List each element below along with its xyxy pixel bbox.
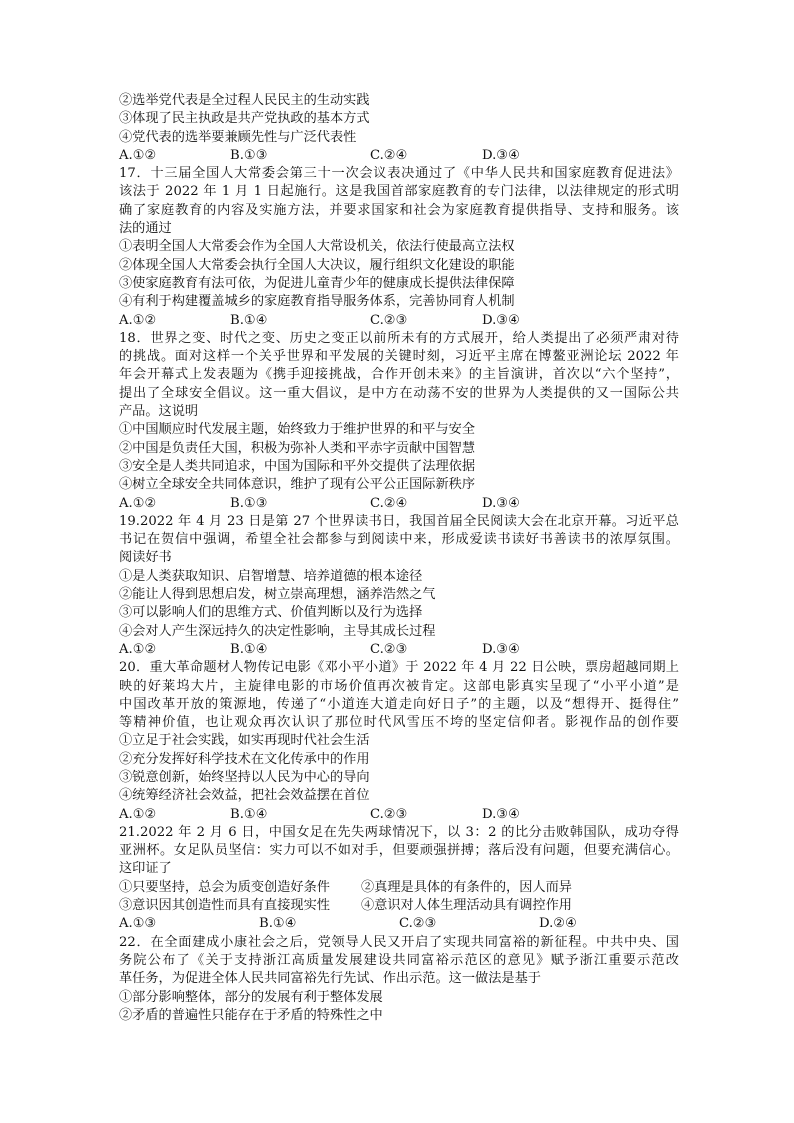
statement: ①表明全国人大常委会作为全国人大常设机关，依法行使最高立法权 bbox=[119, 239, 515, 255]
statement-pair bbox=[119, 879, 679, 897]
question-stem-line: 19.2022 年 4 月 23 日是第 27 个世界读书日，我国首届全民阅读大会在北京开幕。习近平总 bbox=[119, 513, 679, 529]
question-stem-line: 书记在贺信中强调，希望全社会都参与到阅读中来，形成爱读书读好书善读书的浓厚氛围。 bbox=[119, 532, 679, 548]
answer-options bbox=[119, 495, 679, 513]
question-stem-line: 法的通过 bbox=[119, 221, 172, 237]
question-stem-line: 18．世界之变、时代之变、历史之变正以前所未有的方式展开，给人类提出了必须严肃对待 bbox=[119, 330, 679, 346]
statement: ①部分影响整体，部分的发展有利于整体发展 bbox=[119, 989, 383, 1005]
question-16-tail bbox=[119, 92, 679, 165]
question-stem-line: 22．在全面建成小康社会之后，党领导人民又开启了实现共同富裕的新征程。中共中央、国 bbox=[119, 934, 679, 950]
statement: ②选举党代表是全过程人民民主的生动实践 bbox=[119, 93, 370, 108]
question-21 bbox=[119, 824, 679, 934]
option-a: A.①② bbox=[119, 806, 157, 822]
question-stem-line: 17．十三届全国人大常委会第三十一次会议表决通过了《中华人民共和国家庭教育促进法》 bbox=[119, 166, 679, 182]
option-a: A.①② bbox=[119, 312, 157, 328]
statement: ①立足于社会实践，如实再现时代社会生活 bbox=[119, 733, 370, 749]
question-stem-line: 提出了全球安全倡议。这一重大倡议，是中方在动荡不安的世界为人类提供的又一国际公共 bbox=[119, 385, 679, 401]
statement-pair bbox=[119, 897, 679, 915]
option-a: A.①② bbox=[119, 147, 157, 163]
statement: ④有利于构建覆盖城乡的家庭教育指导服务体系，完善协同育人机制 bbox=[119, 294, 515, 310]
option-a: A.①② bbox=[119, 641, 157, 657]
statement: ④党代表的选举要兼顾先性与广泛代表性 bbox=[119, 129, 357, 145]
option-b: B.①③ bbox=[230, 495, 268, 511]
answer-options bbox=[119, 147, 679, 165]
statement: ③锐意创新，始终坚持以人民为中心的导向 bbox=[119, 769, 370, 785]
question-17 bbox=[119, 165, 679, 330]
option-c: C.②④ bbox=[370, 495, 408, 511]
option-c: C.②③ bbox=[370, 312, 408, 328]
option-d: D.③④ bbox=[482, 641, 520, 657]
question-stem-line: 中国改革开放的策源地，传递了“小道连大道走向好日子”的主题，以及“想得开、挺得住” bbox=[119, 696, 679, 712]
question-stem-line: 21.2022 年 2 月 6 日，中国女足在先失两球情况下，以 3：2 的比分击败韩国队，成功夺得 bbox=[119, 824, 679, 840]
option-b: B.①④ bbox=[259, 916, 297, 932]
question-19 bbox=[119, 513, 679, 659]
question-18 bbox=[119, 330, 679, 513]
statement: ②矛盾的普遍性只能存在于矛盾的特殊性之中 bbox=[119, 1007, 383, 1023]
answer-options bbox=[119, 312, 679, 330]
statement: ②能让人得到思想启发，树立崇高理想，涵养浩然之气 bbox=[119, 587, 436, 603]
question-stem-line: 20．重大革命题材人物传记电影《邓小平小道》于 2022 年 4 月 22 日公映，票房超越同期上 bbox=[119, 660, 679, 676]
option-b: B.①④ bbox=[230, 641, 268, 657]
answer-options bbox=[119, 806, 679, 824]
statement: ②真理是具体的有条件的，因人而异 bbox=[361, 879, 572, 895]
question-stem-line: 这印证了 bbox=[119, 861, 172, 877]
question-20 bbox=[119, 659, 679, 824]
option-d: D.③④ bbox=[482, 806, 520, 822]
answer-options bbox=[119, 641, 679, 659]
statement: ③体现了民主执政是共产党执政的基本方式 bbox=[119, 111, 370, 127]
option-d: D.③④ bbox=[482, 495, 520, 511]
statement: ③使家庭教育有法可依，为促进儿童青少年的健康成长提供法律保障 bbox=[119, 275, 515, 291]
statement: ③安全是人类共同追求，中国为国际和平外交提供了法理依据 bbox=[119, 458, 476, 474]
question-stem-line: 映的好莱坞大片，主旋律电影的市场价值再次被肯定。这部电影真实呈现了“小平小道”是 bbox=[119, 678, 679, 694]
question-stem-line: 产品。这说明 bbox=[119, 404, 199, 420]
statement: ④统筹经济社会效益，把社会效益摆在首位 bbox=[119, 788, 370, 804]
option-d: D.③④ bbox=[482, 312, 520, 328]
question-stem-line: 务院公布了《关于支持浙江高质量发展建设共同富裕示范区的意见》赋予浙江重要示范改 bbox=[119, 952, 679, 968]
statement: ①只要坚持，总会为质变创造好条件 bbox=[119, 879, 330, 895]
question-stem-line: 确了家庭教育的内容及实施方法，并要求国家和社会为家庭教育提供指导、支持和服务。该 bbox=[119, 202, 679, 218]
option-a: A.①③ bbox=[119, 916, 157, 932]
option-c: C.②④ bbox=[370, 147, 408, 163]
answer-options bbox=[119, 915, 679, 933]
statement: ④会对人产生深远持久的决定性影响，主导其成长过程 bbox=[119, 623, 436, 639]
question-stem-line: 革任务，为促进全体人民共同富裕先行先试、作出示范。这一做法是基于 bbox=[119, 971, 541, 987]
option-c: C.②③ bbox=[370, 641, 408, 657]
question-stem-line: 亚洲杯。女足队员坚信：实力可以不如对手，但要顽强拼搏；落后没有问题，但要充满信心。 bbox=[119, 843, 679, 859]
statement: ③可以影响人们的思维方式、价值判断以及行为选择 bbox=[119, 605, 423, 621]
option-c: C.②③ bbox=[370, 806, 408, 822]
option-d: D.②④ bbox=[539, 916, 577, 932]
option-c: C.②③ bbox=[399, 916, 437, 932]
statement: ③意识因其创造性而具有直接现实性 bbox=[119, 898, 330, 914]
question-stem-line: 年会开幕式上发表题为《携手迎接挑战，合作开创未来》的主旨演讲，首次以“六个坚持”， bbox=[119, 367, 679, 383]
statement: ①是人类获取知识、启智增慧、培养道德的根本途径 bbox=[119, 568, 423, 584]
question-stem-line: 阅读好书 bbox=[119, 550, 172, 566]
statement: ①中国顺应时代发展主题，始终致力于维护世界的和平与安全 bbox=[119, 422, 476, 438]
exam-page bbox=[119, 92, 679, 1025]
statement: ②体现全国人大常委会执行全国人大决议，履行组织文化建设的职能 bbox=[119, 257, 515, 273]
question-stem-line: 该法于 2022 年 1 月 1 日起施行。这是我国首部家庭教育的专门法律，以法律规定的形式明 bbox=[119, 184, 679, 200]
question-stem-line: 的挑战。面对这样一个关乎世界和平发展的关键时刻，习近平主席在博鳌亚洲论坛 2022 年 bbox=[119, 349, 679, 365]
statement: ④意识对人体生理活动具有调控作用 bbox=[361, 898, 572, 914]
option-b: B.①④ bbox=[230, 312, 268, 328]
statement: ②中国是负责任大国，积极为弥补人类和平赤字贡献中国智慧 bbox=[119, 440, 476, 456]
statement: ②充分发挥好科学技术在文化传承中的作用 bbox=[119, 751, 370, 767]
question-22 bbox=[119, 934, 679, 1025]
option-b: B.①④ bbox=[230, 806, 268, 822]
option-d: D.③④ bbox=[482, 147, 520, 163]
option-b: B.①③ bbox=[230, 147, 268, 163]
statement: ④树立全球安全共同体意识，维护了现有公平公正国际新秩序 bbox=[119, 477, 476, 493]
option-a: A.①② bbox=[119, 495, 157, 511]
question-stem-line: 等精神价值，也让观众再次认识了那位时代风雪压不垮的坚定信仰者。影视作品的创作要 bbox=[119, 715, 679, 731]
